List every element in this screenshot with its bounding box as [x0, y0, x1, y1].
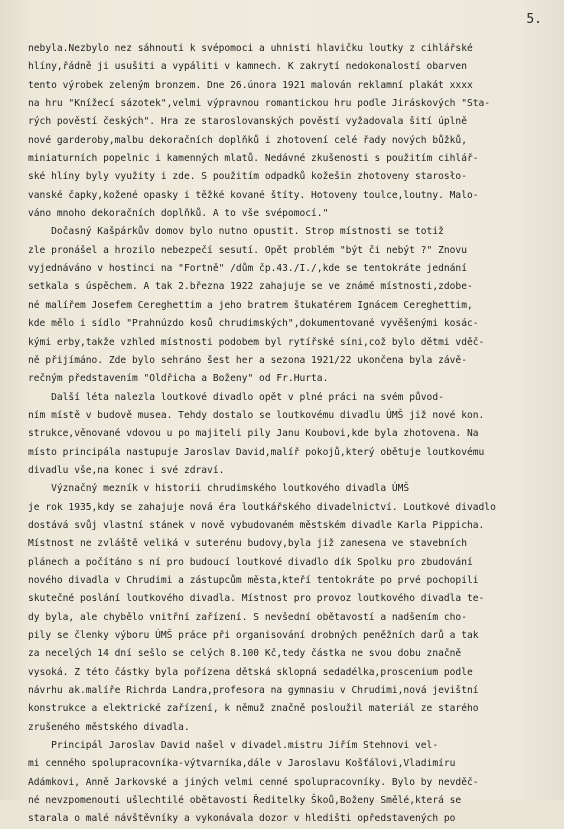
- text-line: divadlu vše,na konec i své zdraví.: [28, 464, 225, 476]
- text-line: mi cenného spolupracovníka-výtvarníka,dále v Jaroslavu Košťálovi,Vladimíru: [28, 758, 456, 770]
- text-line: starala o malé návštěvníky a vykonávala dozor v hledišti opředstavených po: [28, 813, 456, 825]
- text-line: skutečné poslání loutkového divadla. Místnost pro provoz loutkového divadla te-: [28, 593, 485, 605]
- text-line: návrhu ak.malíře Richrda Landra,profesora na gymnasiu v Chrudimi,nová jevištní: [28, 685, 479, 697]
- text-line: pily se členky výboru ÚMŠ práce při organisování drobných peněžních darů a tak: [28, 630, 479, 641]
- text-line: Principál Jaroslav David našel v divadel.mistru Jiřím Stehnovi vel-: [28, 740, 439, 752]
- text-line: ské hlíny byly využity i zde. S použitím odpadků kožešin zhotoveny starosło-: [28, 171, 467, 183]
- text-line: strukce,věnované vdovou u po majiteli pily Janu Koubovi,kde byla zhotovena. Na: [28, 428, 479, 440]
- text-line: hlíny,řádně ji usušiti a vypáliti v kamnech. K zakrytí nedokonalostí obarven: [28, 61, 467, 73]
- text-line: je rok 1935,kdy se zahajuje nová éra loutkářského divadelnictví. Loutkové divadlo: [28, 501, 496, 513]
- text-line: místo principála nastupuje Jaroslav David,malíř pokojů,který obětuje loutkovému: [28, 446, 485, 458]
- text-line: vanské čapky,kožené opasky i těžké kované štíty. Hotoveny toulce,loutny. Malo-: [28, 189, 479, 201]
- text-line: kými erby,takže vzhled místnosti podobem byl rytířské síni,což bylo dětmi vděč-: [28, 336, 485, 348]
- text-line: za necelých 14 dní sešlo se celých 8.100 Kč,tedy částka ne svou dobu značně: [28, 648, 462, 660]
- text-line: ním místě v budově musea. Tehdy dostalo se loutkovému divadlu ÚMŠ již nové kon.: [28, 409, 485, 421]
- typescript-body: [28, 40, 548, 829]
- text-line: Místnost ne zvláště veliká v suterénu budovy,byla již zanesena ve stavebních: [28, 538, 467, 550]
- text-line: vysoká. Z této částky byla pořízena dětská sklopná sedadélka,proscenium podle: [28, 666, 473, 678]
- text-line: na hru "Knížecí sázotek",velmi výpravnou romantickou hru podle Jiráskových "Sta-: [28, 98, 491, 110]
- text-line: ně přijímáno. Zde bylo sehráno šest her a sezona 1921/22 ukončena byla závě-: [28, 354, 467, 366]
- text-line: nového divadla v Chrudimi a zástupcům města,kteří tentokráte po prvé pochopili: [28, 574, 479, 586]
- text-line: zrušeného městského divadla.: [28, 721, 190, 733]
- text-line: kde mělo i sídlo "Prahnúzdo kosů chrudimských",dokumentované vyvěšenými kosác-: [28, 318, 479, 330]
- text-line: né nevzpomenouti ušlechtilé obětavosti Ředitelky Škoů,Boženy Smělé,která se: [28, 795, 462, 807]
- text-line: plánech a počítáno s ní pro budoucí loutkové divadlo dík Spolku pro zbudování: [28, 556, 473, 568]
- text-line: Další léta nalezla loutkové divadlo opět v plné práci na svém původ-: [28, 391, 444, 403]
- text-line: Dočasný Kašpárkův domov bylo nutno opustit. Strop místnosti se totiž: [28, 226, 444, 238]
- text-line: dy byla, ale chybělo vnitřní zařízení. S nevšední obětavostí a nadšením cho-: [28, 611, 467, 623]
- text-line: konstrukce a elektrické zařízení, k němuž značně posloužil materiál ze starého: [28, 703, 479, 715]
- text-line: vyjednáváno v hostinci na "Fortně" /dům čp.43./I./,kde se tentokráte jednání: [28, 263, 467, 275]
- text-line: Adámkovi, Anně Jarkovské a jiných velmi cenné spolupracovníky. Bylo by nevděč-: [28, 776, 479, 788]
- text-line: rých pověstí českých". Hra ze staroslovanských pověstí vyžadovala šití úplně: [28, 116, 467, 128]
- text-line: nebyla.Nezbylo nez sáhnouti k svépomoci a uhnisti hlavičku loutky z cihlářské: [28, 43, 473, 54]
- text-line: rečným představením "Oldřicha a Boženy" od Fr.Hurta.: [28, 373, 329, 385]
- text-line: miniaturních popelnic i kamenných mlatů. Nedávné zkušenosti s použitím cihlář-: [28, 153, 479, 165]
- text-line: né malířem Josefem Cereghettim a jeho bratrem štukatérem Ignácem Cereghettim,: [28, 299, 473, 311]
- text-line: zle pronášel a hrozilo nebezpečí sesutí. Opět problém "být či nebýt ?" Znovu: [28, 244, 467, 256]
- text-line: Význačný mezník v historii chrudimského loutkového divadla ÚMŠ: [28, 483, 410, 495]
- text-line: tento výrobek zeleným bronzem. Dne 26.února 1921 malován reklamní plakát xxxx: [28, 79, 473, 91]
- text-line: nové garderoby,malbu dekoračních doplňků i zhotovení celé řady nových bůžků,: [28, 134, 467, 146]
- text-line: dostává svůj vlastní stánek v nově vybudovaném městském divadle Karla Pippicha.: [28, 519, 485, 531]
- page-number: 5.: [526, 12, 542, 27]
- text-line: váno mnoho dekoračních doplňků. A to vše svépomocí.": [28, 208, 329, 220]
- text-line: setkala s úspěchem. A tak 2.března 1922 zahajuje se ve známé místnosti,zdobe-: [28, 281, 473, 293]
